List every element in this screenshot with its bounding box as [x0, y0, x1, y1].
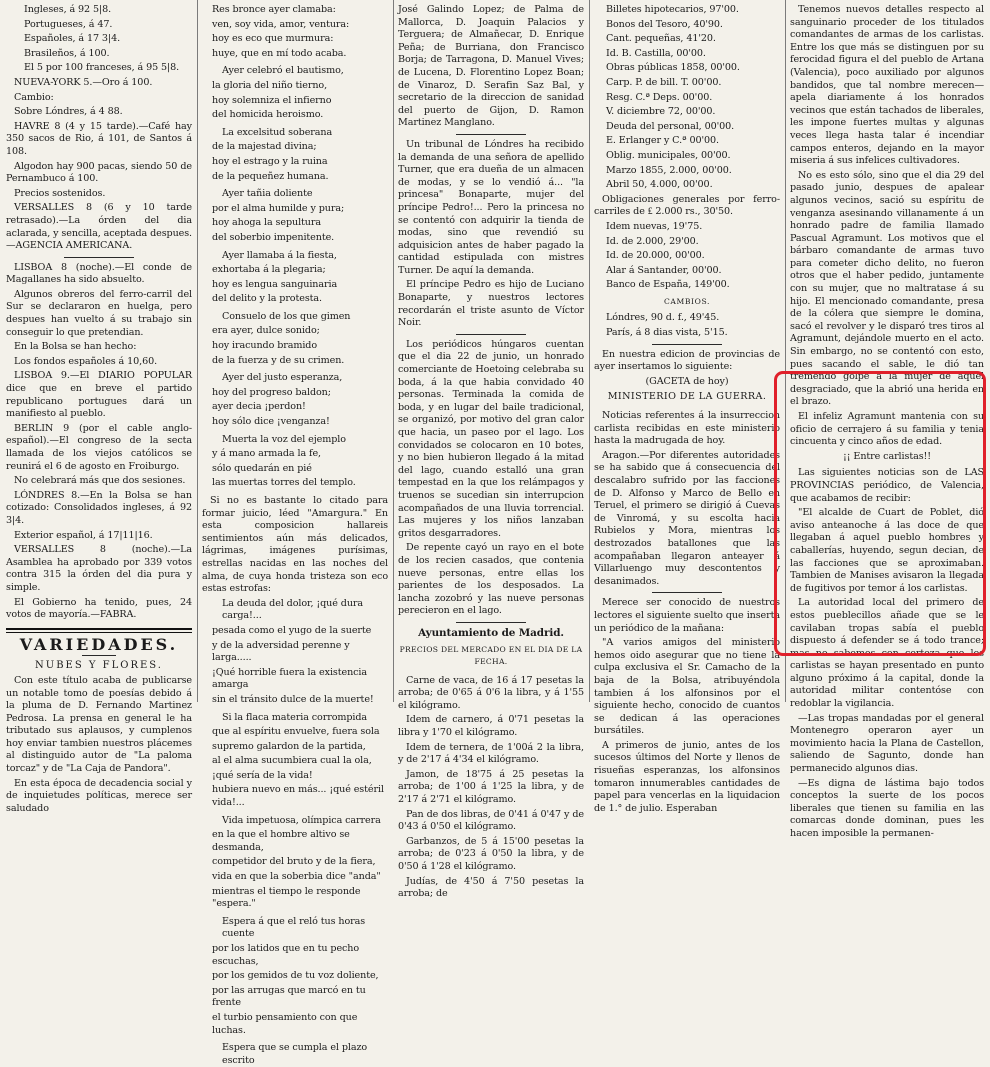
divider [456, 134, 526, 135]
divider [652, 344, 722, 345]
article-paragraph: A primeros de junio, antes de los sucesos últimos del Norte y llenos de risueñas esperanzas, los alfonsinos tomaron innumerables cantidades de papel para vencerlas en la liquidacion de 1.° de julio. Esperaban [594, 739, 780, 814]
stock-quote: V. diciembre 72, 00'00. [606, 106, 716, 118]
column-4 [594, 4, 780, 814]
verse-line: Ayer del justo esperanza, [222, 372, 343, 384]
telegram: VERSALLES 8 (noche).—La Asamblea ha aprobado por 339 votos contra 315 la órden del dia pura y simple. [6, 544, 192, 593]
telegram: LÓNDRES 8.—En la Bolsa se han cotizado: Consolidados ingleses, á 92 3|4. [6, 489, 192, 526]
telegram: LISBOA 8 (noche).—El conde de Magallanes ha sido absuelto. [6, 261, 192, 286]
stock-quote: E. Erlanger y C.ª 00'00. [606, 135, 719, 147]
stock-quote: Resg. C.ª Deps. 00'00. [606, 91, 713, 103]
stock-quote: Obras públicas 1858, 00'00. [606, 62, 740, 74]
telegram: Precios sostenidos. [14, 187, 106, 199]
source-line: (GACETA de hoy) [645, 375, 729, 387]
price-item: Idem de ternera, de 1'00á 2 la libra, y de 2'17 á 4'34 el kilógramo. [398, 741, 584, 766]
quote-line: Ingleses, á 92 5|8. [24, 4, 112, 15]
quote-line: El 5 por 100 franceses, á 95 5|8. [24, 62, 180, 74]
verse-line: Ayer celebró el bautismo, [222, 65, 344, 77]
verse-line: de la majestad divina; [212, 141, 317, 153]
verse-line: competidor del bruto y de la fiera, [212, 856, 376, 868]
verse-line: ven, soy vida, amor, ventura: [212, 18, 350, 30]
verse-line: exhortaba á la plegaria; [212, 264, 326, 276]
article-paragraph: En nuestra edicion de provincias de ayer insertamos lo siguiente: [594, 348, 780, 373]
section-rule [6, 628, 192, 633]
quote-line: Portugueses, á 47. [24, 18, 113, 30]
telegram: BERLIN 9 (por el cable anglo-español).—El congreso de la secta llamada de los viejos católicos se reunirá el 6 de agosto en Froiburgo. [6, 422, 192, 472]
verse-line: Espera que se cumpla el plazo escrito [222, 1042, 368, 1066]
verse-line: por las arrugas que marcó en tu frente [212, 984, 366, 1009]
section-subheading: CAMBIOS. [663, 296, 711, 306]
telegram: HAVRE 8 (4 y 15 tarde).—Café hay 350 sacos de Rio, á 101, de Santos á 108. [6, 120, 192, 157]
article-paragraph: Los periódicos húngaros cuentan que el dia 22 de junio, un honrado comerciante de Hoetoing celebraba su boda, á la que habia convidado 40 personas. Terminada la comida de boda, y en lugar del baile tradicional, se organizó, por motivo del gran calor que hacia, un paseo por el lago. Los convidados se colocaron en 10 botes, y no bien hubieron llegado á la mitad del lago, cuando estalló una gran tempestad en la que los relámpagos y truenos se sucedian sin interrupcion acompañados de una lluvia torrencial. Las mujeres y los niños lanzaban gritos desgarradores. [398, 338, 584, 539]
divider [64, 257, 134, 258]
verse-line: Vida impetuosa, olímpica carrera [222, 814, 381, 826]
article-paragraph: La autoridad local del primero de estos pueblecillos añade que se le cavilaban tropas sabía el pueblo dispuesto á defender se á todo trance; mas no sabemos con certeza que los carlistas se hayan presentado en punto alguno próximo á la capital, donde la autoridad militar contentóse con redoblar la vigilancia. [790, 597, 984, 710]
column-1 [6, 4, 193, 814]
stock-quote: Id. de 2.000, 29'00. [606, 235, 699, 247]
telegram: Cambio: [14, 91, 54, 103]
verse-line: en la que el hombre altivo se desmanda, [212, 829, 350, 853]
divider [82, 655, 116, 656]
divider [652, 592, 722, 593]
article-paragraph: "El alcalde de Cuart de Poblet, dió aviso anteanoche á las doce de que llegaban á aquel pueblo hombres y caballerías, huyendo, segun decian, de las facciones que se aproximaban. Tambien de Manises avisaron la llegada de fugitivos por temor á los carlistas. [790, 507, 984, 594]
price-item: Garbanzos, de 5 á 15'00 pesetas la arroba; de 0'23 á 0'50 la libra, y de 0'50 á 1'28 el kilógramo. [398, 835, 584, 872]
verse-line: sin el tránsito dulce de la muerte! [212, 693, 374, 705]
verse-line: del delito y la protesta. [212, 293, 322, 305]
article-paragraph: Tenemos nuevos detalles respecto al sanguinario proceder de los titulados comandantes de armas de los carlistas. Entre los que más se distinguen por su ferocidad figura el del pueblo de Artana (Valencia), poco auxiliado por algunos bandidos, que tal nombre merecen—apela diariamente á los honrados vecinos que están tachados de liberales, les impone fuertes multas y algunas veces llega hasta talar é incendiar campos enteros, dejando en la mayor miseria á sus infelices cultivadores. [790, 4, 984, 167]
verse-line: mientras el tiempo le responde "espera." [212, 885, 361, 910]
verse-line: hoy ahoga la sepultura [212, 217, 321, 229]
stock-quote: Oblig. municipales, 00'00. [606, 149, 731, 161]
verse-line: por el alma humilde y pura; [212, 202, 345, 214]
verse-line: Espera á que el reló tus horas cuente [222, 915, 366, 940]
telegram: Exterior español, á 17|11|16. [14, 529, 153, 541]
stock-quote: Abril 50, 4.000, 00'00. [606, 179, 713, 191]
verse-line: hoy es lengua sanguinaria [212, 278, 338, 290]
verse-line: Consuelo de los que gimen [222, 310, 351, 322]
verse-line: sólo quedarán en pié [212, 462, 312, 474]
telegram: Los fondos españoles á 10,60. [14, 355, 158, 367]
divider [456, 622, 526, 623]
telegram: Algodon hay 900 pacas, siendo 50 de Pernambuco á 100. [6, 160, 192, 185]
article-title: NUBES Y FLORES. [35, 660, 163, 672]
article-paragraph: "A varios amigos del ministerio hemos oido asegurar que no tiene la culpa exclusiva el Sr. Camacho de la baja de la Bolsa, atribuyéndola tambien á los alfonsinos por el siguiente hecho, conocido de cuantos se dedican á las operaciones bursátiles. [594, 637, 780, 737]
price-item: Jamon, de 18'75 á 25 pesetas la arroba; de 1'00 á 1'25 la libra, y de 2'17 á 2'71 el kilógramo. [398, 768, 584, 806]
article-paragraph: En esta época de decadencia social y de inquietudes políticas, merece ser saludado [6, 777, 192, 814]
price-item: Carne de vaca, de 16 á 17 pesetas la arroba; de 0'65 á 0'6 la libra, y á 1'55 el kilógramo. [398, 674, 584, 711]
section-heading: MINISTERIO DE LA GUERRA. [607, 391, 767, 403]
verse-line: al el alma sucumbiera cual la ola, [212, 755, 372, 767]
verse-line: supremo galardon de la partida, [212, 740, 366, 752]
stock-quote: Cant. pequeñas, 41'20. [606, 33, 716, 45]
verse-line: hoy del progreso baldon; [212, 386, 331, 398]
verse-line: que al espíritu envuelve, fuera sola [212, 726, 380, 738]
article-paragraph: De repente cayó un rayo en el bote de los recien casados, que contenia nueve personas, entre ellas los parientes de los desposados. La lancha zozobró y las nueve personas perecieron en el lago. [398, 542, 584, 617]
column-3 [398, 4, 584, 900]
stock-quote: Obligaciones generales por ferro-carriles de ₤ 2.000 rs., 30'50. [594, 193, 780, 218]
verse-line: hoy sólo dice ¡venganza! [212, 416, 330, 428]
article-paragraph: Con este título acaba de publicarse un notable tomo de poesías debido á la pluma de D. Fernando Martinez Pedrosa. La prensa en general le ha tributado sus aplausos, y cumplenos hoy enviar tambien nuestros plácemes al distinguido autor de "La paloma torcaz" y de "La Caja de Pandora". [6, 674, 192, 775]
verse-line: Si la flaca materia corrompida [222, 711, 368, 723]
section-title: VARIEDADES. [19, 634, 179, 654]
stock-quote: Id. B. Castilla, 00'00. [606, 47, 706, 59]
article-paragraph: No es esto sólo, sino que el dia 29 del pasado junio, despues de apalear algunos vecinos, sació su espíritu de venganza asesinando villanamente á un honrado padre de familia llamado Pascual Agramunt. Los motivos que el bárbaro comandante de armas tuvo para cometer dicho delito, no fueron otros que el haber pedido, juntamente con su mujer, que no maltratase á su hijo. El mencionado comandante, presa de la cólera que siempre le domina, sacó el revolver y le disparó tres tiros al Agramunt, dejándole muerto en el acto. Sin embargo, no se contentó con esto, pues sacando el sable, le dió tan tremendo golpe á la mujer de aquel desgraciado, que la abrió una herida en el brazo. [790, 169, 984, 408]
verse-line: por los gemidos de tu voz doliente, [212, 970, 379, 982]
verse-line: y de la adversidad perenne y larga..... [212, 639, 350, 664]
verse-line: vida en que la soberbia dice "anda" [212, 871, 381, 883]
article-paragraph: —Es digna de lástima bajo todos conceptos la suerte de los pocos liberales que tienen su familia en las comarcas donde dominan, pues les hacen imposible la permanen- [790, 777, 984, 839]
column-rule [393, 0, 394, 702]
verse-line: de la pequeñez humana. [212, 170, 329, 182]
verse-line: de la fuerza y de su crimen. [212, 354, 345, 366]
verse-line: y á mano armada la fe, [212, 448, 322, 460]
section-heading: Ayuntamiento de Madrid. [418, 626, 564, 639]
verse-line: era ayer, dulce sonido; [212, 325, 320, 337]
article-paragraph: Un tribunal de Lóndres ha recibido la demanda de una señora de apellido Turner, que era dueña de un almacen de modas, y se lo vendió á... "la princesa" Bonaparte, mujer del príncipe Pedro!... Pero la princesa no se contentó con adquirir la tienda de modas, sino que revendió su adquisicion antes de haber pagado la cantidad estipulada con mistres Turner. De aquí la demanda. [398, 138, 584, 276]
stock-quote: Bonos del Tesoro, 40'90. [606, 18, 723, 30]
article-paragraph: El infeliz Agramunt mantenia con su oficio de cerrajero á su familia y tenia cincuenta y cinco años de edad. [790, 411, 984, 448]
stock-quote: Banco de España, 149'00. [606, 279, 730, 291]
telegram: VERSALLES 8 (6 y 10 tarde retrasado).—La órden del dia aclarada, y sencilla, aceptada despues.—AGENCIA AMERICANA. [6, 202, 193, 252]
stock-quote: Alar á Santander, 00'00. [606, 264, 722, 276]
verse-line: hubiera nuevo en más... ¡qué estéril vida!... [212, 784, 384, 809]
verse-line: hoy solemniza el infierno [212, 94, 332, 106]
article-paragraph: Si no es bastante lo citado para formar juicio, léed "Amargura." En esta composicion hallareis sentimientos aún más delicados, lágrimas, imágenes purísimas, estrellas nacidas en las noches del alma, de cuya honda tristeza son eco estas estrofas: [202, 495, 388, 595]
price-item: Idem de carnero, á 0'71 pesetas la libra y 1'70 el kilógramo. [398, 714, 584, 739]
exchange-rate: París, á 8 dias vista, 5'15. [606, 327, 728, 339]
article-paragraph: Noticias referentes á la insurreccion carlista recibidas en este ministerio hasta la madrugada de hoy. [594, 410, 780, 447]
telegram: En la Bolsa se han hecho: [14, 341, 137, 353]
verse-line: el turbio pensamiento con que luchas. [212, 1011, 358, 1036]
verse-line: ¡qué sería de la vida! [212, 769, 313, 781]
article-paragraph: Aragon.—Por diferentes autoridades se ha sabido que á consecuencia del descalabro sufrido por las facciones de D. Alfonso y Marco de Bello en Teruel, el primero se dirigió á Cuevas de Vinromá, y su escolta hacia Rubielos y Mora, mientras los destrozados batallones que las acompañaban llegaron anteayer á Villarluengo muy descontentos y desanimados. [594, 449, 780, 587]
verse-line: Ayer llamaba á la fiesta, [222, 249, 337, 261]
telegram: Algunos obreros del ferro-carril del Sur se declararon en huelga, pero despues han vuelto á su trabajo sin conseguir lo que pretendian. [6, 288, 192, 338]
column-2 [202, 4, 388, 1066]
telegram: LISBOA 9.—El DIARIO POPULAR dice que en breve el partido republicano portugues dará un manifiesto al pueblo. [6, 370, 192, 420]
verse-line: La deuda del dolor, ¡qué dura carga!... [222, 597, 364, 622]
verse-line: hoy iracundo bramido [212, 340, 318, 352]
article-paragraph: —Las tropas mandadas por el general Montenegro operaron ayer un movimiento hacia la Plana de Castellon, saliendo de Sagunto, donde han permanecido algunos dias. [790, 712, 984, 775]
telegram: NUEVA-YORK 5.—Oro á 100. [14, 76, 153, 88]
column-rule [197, 0, 198, 702]
verse-line: del homicida heroismo. [212, 109, 324, 121]
price-item: Judías, de 4'50 á 7'50 pesetas la arroba; de [398, 875, 584, 900]
stock-quote: Billetes hipotecarios, 97'00. [606, 4, 739, 15]
article-paragraph: Las siguientes noticias son de LAS PROVINCIAS periódico, de Valencia, que acabamos de recibir: [790, 467, 984, 504]
quote-line: Españoles, á 17 3|4. [24, 33, 121, 45]
article-paragraph: Merece ser conocido de nuestros lectores el siguiente suelto que inserta un periódico de la mañana: [594, 597, 780, 634]
verse-line: ¡Qué horrible fuera la existencia amarga [212, 666, 368, 691]
divider [456, 334, 526, 335]
verse-line: ayer decia ¡perdon! [212, 401, 306, 413]
verse-line: hoy el estrago y la ruina [212, 155, 328, 167]
highlight-box [774, 371, 986, 656]
verse-line: Ayer tañia doliente [222, 188, 313, 200]
telegram: El Gobierno ha tenido, pues, 24 votos de mayoría.—FABRA. [6, 596, 192, 621]
verse-line: La excelsitud soberana [222, 126, 333, 138]
quote-line: Brasileños, á 100. [24, 47, 110, 59]
stock-quote: Carp. P. de bill. T. 00'00. [606, 76, 722, 88]
verse-line: huye, que en mí todo acaba. [212, 47, 347, 59]
stock-quote: Marzo 1855, 2.000, 00'00. [606, 164, 732, 176]
price-item: Pan de dos libras, de 0'41 á 0'47 y de 0'43 á 0'50 el kilógramo. [398, 808, 584, 833]
stock-quote: Deuda del personal, 00'00. [606, 120, 735, 132]
section-subheading: PRECIOS DEL MERCADO EN EL DIA DE LA FECHA. [399, 644, 583, 667]
verse-line: hoy es eco que murmura: [212, 33, 334, 45]
verse-line: las muertas torres del templo. [212, 477, 356, 489]
verse-line: por los latidos que en tu pecho escuchas, [212, 943, 360, 967]
telegram: No celebrará más que dos sesiones. [14, 475, 186, 487]
verse-line: Res bronce ayer clamaba: [212, 4, 336, 15]
article-paragraph: José Galindo Lopez; de Palma de Mallorca, D. Joaquin Palacios y Terguera; de Almañecar, D. Enrique Peña; de Burriana, don Francisco Borja; de Tarragona, D. Manuel Vives; de Lucena, D. Florentino Lopez Boan; de Vinaroz, D. Serafin Saz Bal, y secretario de la direccion de sanidad del puerto de Gijon, D. Ramon Martinez Manglano. [398, 4, 584, 129]
article-headline: ¡¡ Entre carlistas!! [842, 450, 932, 462]
verse-line: la gloria del niño tierno, [212, 79, 328, 91]
column-rule [589, 0, 590, 702]
article-paragraph: El príncipe Pedro es hijo de Luciano Bonaparte, y nuestros lectores recordarán el triste asunto de Víctor Noir. [398, 279, 584, 329]
stock-quote: Idem nuevas, 19'75. [606, 220, 703, 232]
exchange-rate: Lóndres, 90 d. f., 49'45. [606, 312, 720, 324]
verse-line: Muerta la voz del ejemplo [222, 433, 346, 445]
telegram: Sobre Lóndres, á 4 88. [14, 106, 123, 118]
verse-line: del soberbio impenitente. [212, 231, 335, 243]
verse-line: pesada como el yugo de la suerte [212, 624, 372, 636]
stock-quote: Id. de 20.000, 00'00. [606, 250, 705, 262]
